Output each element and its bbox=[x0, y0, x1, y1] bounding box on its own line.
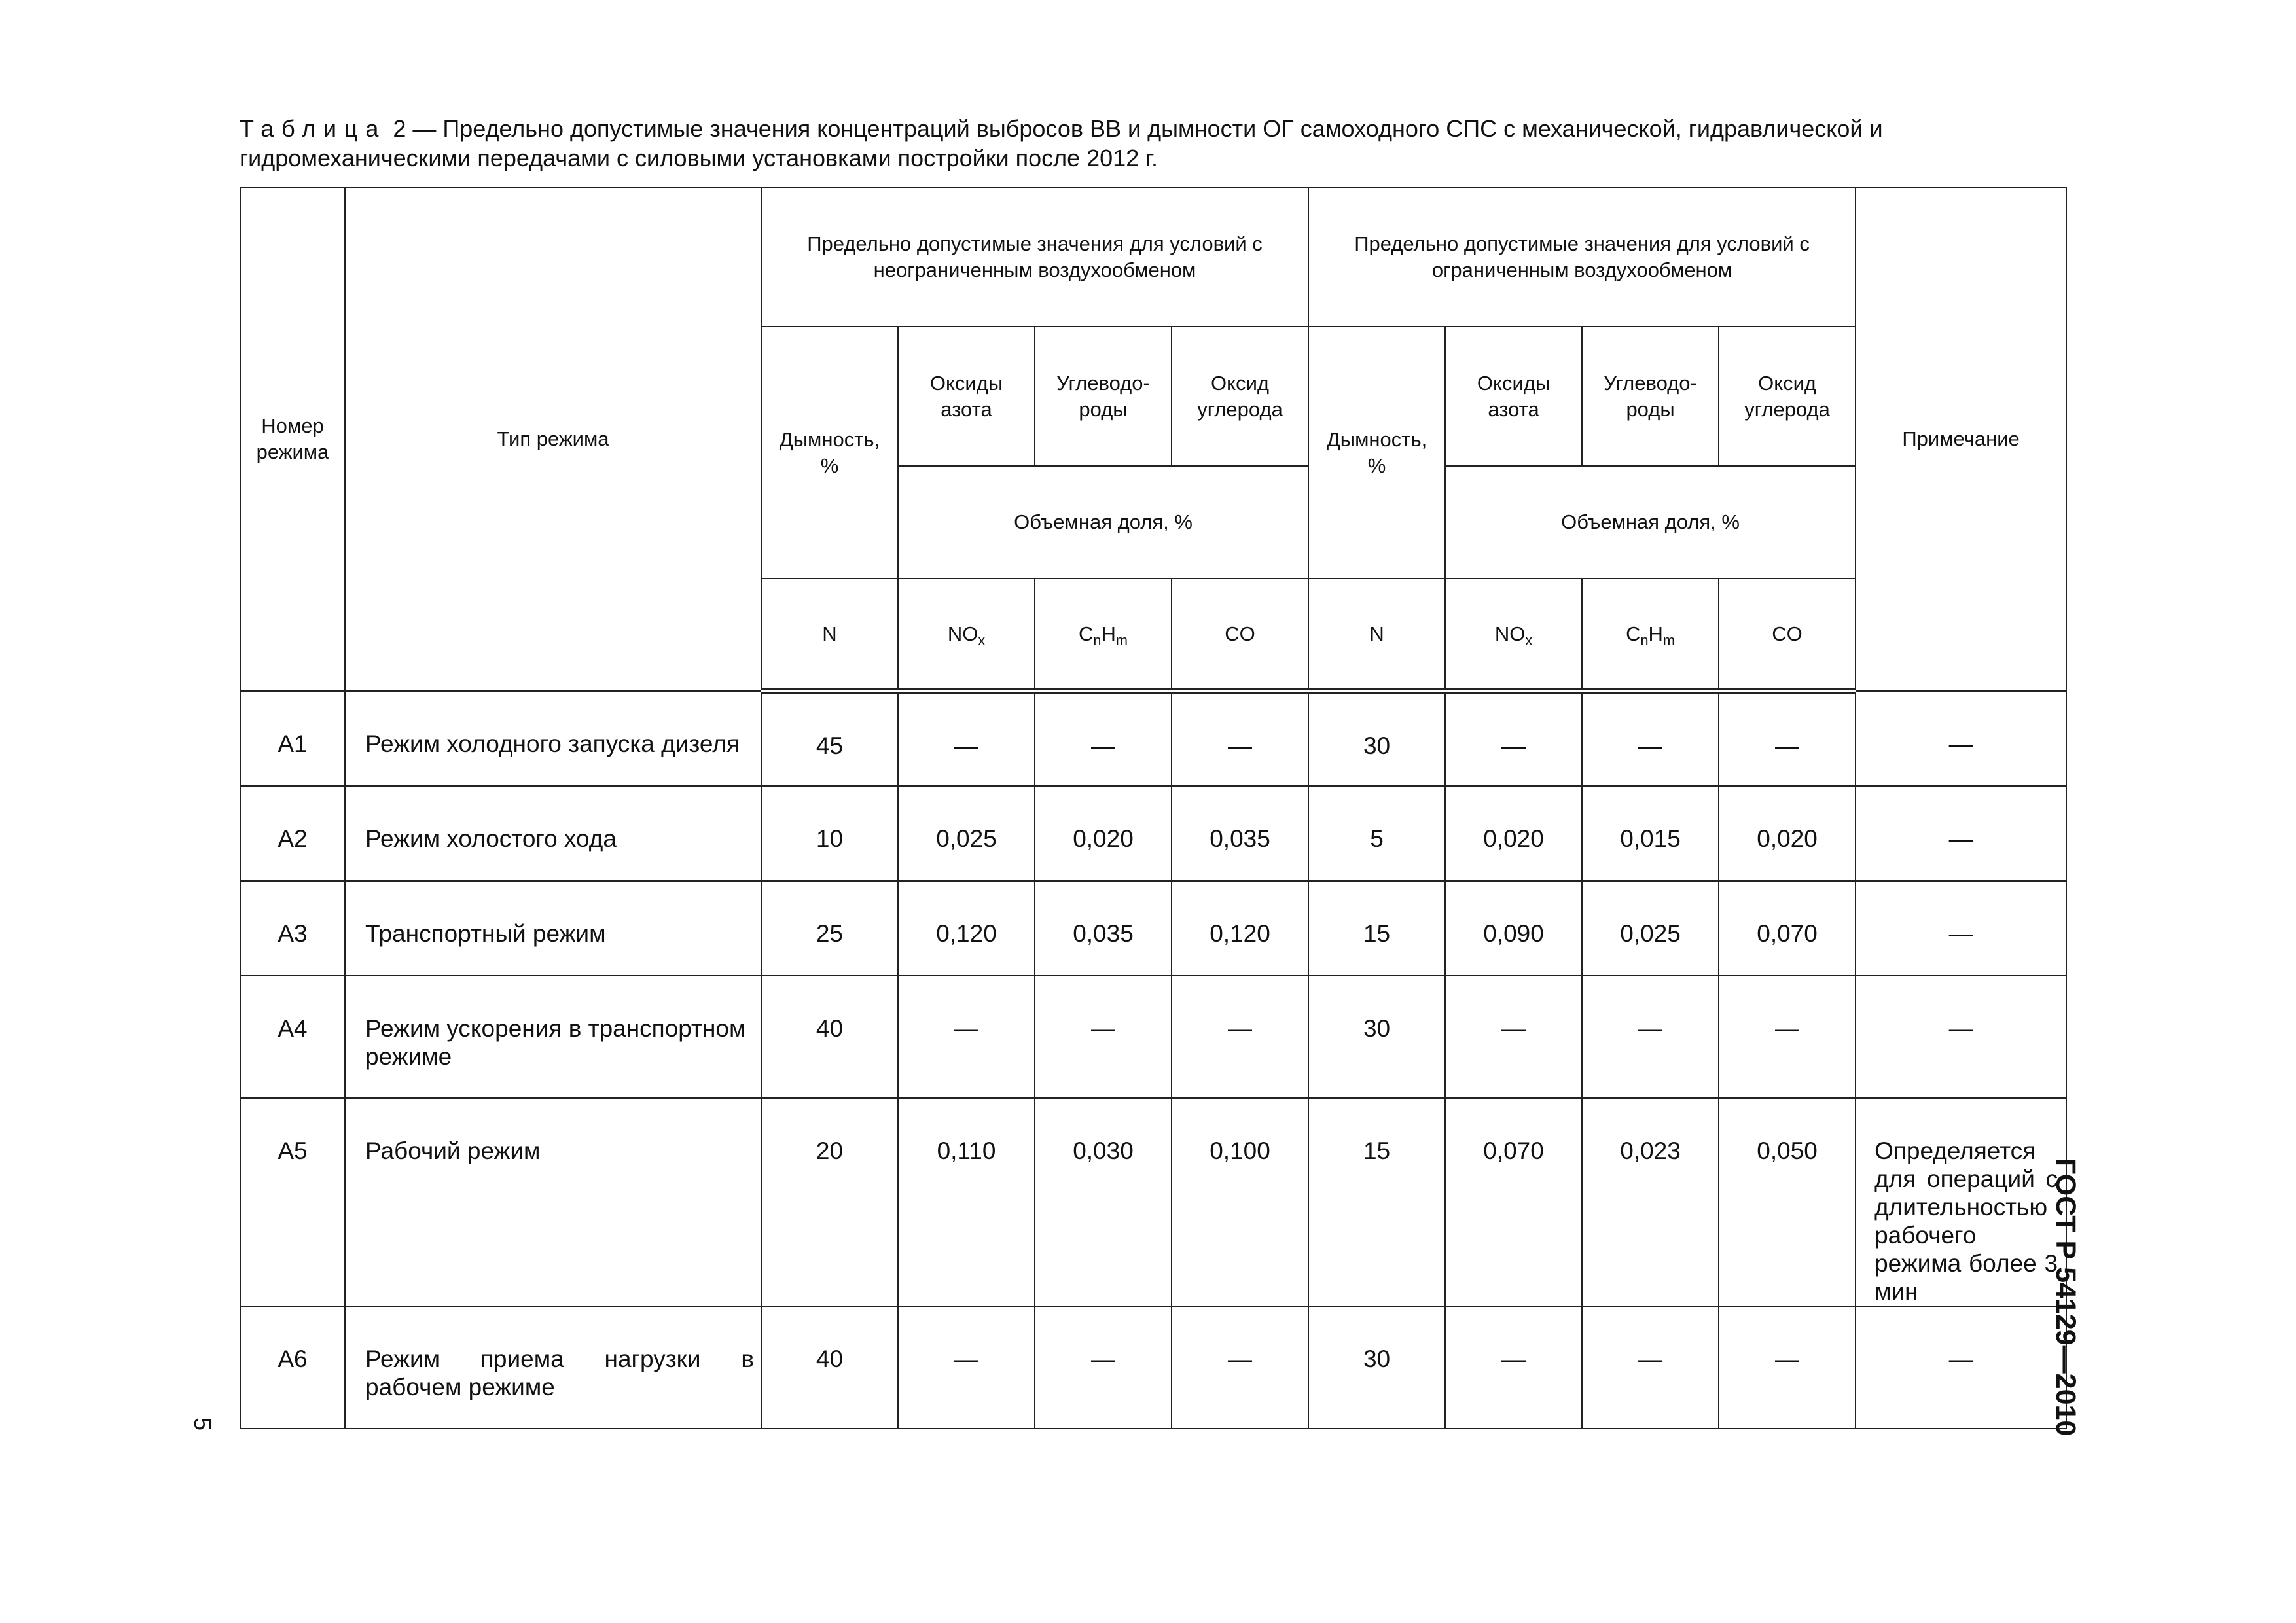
nox-unlimited: — bbox=[898, 1306, 1035, 1429]
mode-type: Режим приема нагрузки в рабочем режиме bbox=[345, 1306, 761, 1429]
table-row bbox=[240, 976, 2066, 1098]
emission-limits-table bbox=[240, 187, 2067, 1429]
header-limited-air-exchange: Предельно допустимые значения для условий с ограниченным воздухообменом bbox=[1308, 187, 1856, 327]
header-symbol-cnhm: $C_nH_m$ bbox=[1582, 579, 1719, 691]
co-limited: — bbox=[1719, 691, 1856, 786]
hc-limited: — bbox=[1582, 976, 1719, 1098]
nox-limited: 0,020 bbox=[1445, 786, 1582, 881]
smoke-unlimited: 40 bbox=[761, 1306, 898, 1429]
header-mode-type: Тип режима bbox=[345, 187, 761, 691]
table-row bbox=[240, 786, 2066, 881]
header-smoke-unlimited: Дымность, % bbox=[761, 327, 898, 579]
mode-type: Режим холостого хода bbox=[345, 786, 761, 881]
smoke-limited: 30 bbox=[1308, 976, 1445, 1098]
hc-unlimited: — bbox=[1035, 976, 1172, 1098]
nox-limited: — bbox=[1445, 1306, 1582, 1429]
co-unlimited: 0,035 bbox=[1172, 786, 1308, 881]
hc-unlimited: — bbox=[1035, 691, 1172, 786]
hc-limited: 0,025 bbox=[1582, 881, 1719, 976]
note: Определяется для операций с длительностью рабочего режима более 3 мин bbox=[1856, 1098, 2066, 1306]
header-volume-fraction-unlimited: Объемная доля, % bbox=[898, 466, 1308, 579]
smoke-unlimited: 40 bbox=[761, 976, 898, 1098]
smoke-unlimited: 25 bbox=[761, 881, 898, 976]
co-unlimited: — bbox=[1172, 691, 1308, 786]
header-unlimited-air-exchange: Предельно допустимые значения для условий с неограниченным воздухообменом bbox=[761, 187, 1308, 327]
note: — bbox=[1856, 976, 2066, 1098]
header-co-unlimited: Оксид углерода bbox=[1172, 327, 1308, 466]
co-unlimited: 0,120 bbox=[1172, 881, 1308, 976]
mode-id: А1 bbox=[240, 691, 345, 786]
header-smoke-limited: Дымность, % bbox=[1308, 327, 1445, 579]
nox-limited: 0,090 bbox=[1445, 881, 1582, 976]
note: — bbox=[1856, 1306, 2066, 1429]
mode-type: Режим холодного запуска дизеля bbox=[345, 691, 761, 786]
mode-id: А5 bbox=[240, 1098, 345, 1306]
smoke-limited: 30 bbox=[1308, 1306, 1445, 1429]
nox-limited: — bbox=[1445, 691, 1582, 786]
hc-unlimited: 0,020 bbox=[1035, 786, 1172, 881]
table-caption bbox=[240, 114, 2072, 173]
header-mode-number: Номер режима bbox=[240, 187, 345, 691]
mode-type: Рабочий режим bbox=[345, 1098, 761, 1306]
smoke-limited: 5 bbox=[1308, 786, 1445, 881]
co-unlimited: — bbox=[1172, 976, 1308, 1098]
header-hc-limited: Углеводо-роды bbox=[1582, 327, 1719, 466]
header-symbol-co: CO bbox=[1172, 579, 1308, 691]
nox-unlimited: — bbox=[898, 976, 1035, 1098]
smoke-limited: 15 bbox=[1308, 1098, 1445, 1306]
mode-type: Режим ускорения в транспортном режиме bbox=[345, 976, 761, 1098]
header-symbol-cnhm: $C_nH_m$ bbox=[1035, 579, 1172, 691]
mode-id: А2 bbox=[240, 786, 345, 881]
nox-limited: 0,070 bbox=[1445, 1098, 1582, 1306]
document-code: ГОСТ Р 54129—2010 bbox=[2050, 1158, 2081, 1436]
header-symbol-n: N bbox=[761, 579, 898, 691]
hc-unlimited: 0,030 bbox=[1035, 1098, 1172, 1306]
co-limited: 0,020 bbox=[1719, 786, 1856, 881]
co-unlimited: 0,100 bbox=[1172, 1098, 1308, 1306]
co-unlimited: — bbox=[1172, 1306, 1308, 1429]
hc-limited: 0,023 bbox=[1582, 1098, 1719, 1306]
table-row bbox=[240, 691, 2066, 786]
smoke-unlimited: 45 bbox=[761, 691, 898, 786]
header-symbol-co: CO bbox=[1719, 579, 1856, 691]
mode-type: Транспортный режим bbox=[345, 881, 761, 976]
mode-id: А3 bbox=[240, 881, 345, 976]
header-nox-unlimited: Оксиды азота bbox=[898, 327, 1035, 466]
nox-unlimited: 0,025 bbox=[898, 786, 1035, 881]
header-nox-limited: Оксиды азота bbox=[1445, 327, 1582, 466]
header-note: Примечание bbox=[1856, 187, 2066, 691]
hc-limited: 0,015 bbox=[1582, 786, 1719, 881]
smoke-unlimited: 10 bbox=[761, 786, 898, 881]
header-volume-fraction-limited: Объемная доля, % bbox=[1445, 466, 1856, 579]
table-row bbox=[240, 1098, 2066, 1306]
header-symbol-nox: $NO_x$ bbox=[1445, 579, 1582, 691]
note: — bbox=[1856, 786, 2066, 881]
hc-unlimited: 0,035 bbox=[1035, 881, 1172, 976]
note: — bbox=[1856, 691, 2066, 786]
co-limited: 0,050 bbox=[1719, 1098, 1856, 1306]
smoke-limited: 30 bbox=[1308, 691, 1445, 786]
header-symbol-n: N bbox=[1308, 579, 1445, 691]
co-limited: 0,070 bbox=[1719, 881, 1856, 976]
hc-limited: — bbox=[1582, 691, 1719, 786]
nox-unlimited: 0,120 bbox=[898, 881, 1035, 976]
co-limited: — bbox=[1719, 976, 1856, 1098]
nox-unlimited: 0,110 bbox=[898, 1098, 1035, 1306]
hc-limited: — bbox=[1582, 1306, 1719, 1429]
nox-limited: — bbox=[1445, 976, 1582, 1098]
note: — bbox=[1856, 881, 2066, 976]
header-co-limited: Оксид углерода bbox=[1719, 327, 1856, 466]
table-row bbox=[240, 881, 2066, 976]
smoke-unlimited: 20 bbox=[761, 1098, 898, 1306]
page-number: 5 bbox=[189, 1418, 216, 1431]
table-row bbox=[240, 1306, 2066, 1429]
nox-unlimited: — bbox=[898, 691, 1035, 786]
header-hc-unlimited: Углеводо-роды bbox=[1035, 327, 1172, 466]
mode-id: А6 bbox=[240, 1306, 345, 1429]
caption-label: Таблица bbox=[240, 115, 387, 142]
mode-id: А4 bbox=[240, 976, 345, 1098]
hc-unlimited: — bbox=[1035, 1306, 1172, 1429]
co-limited: — bbox=[1719, 1306, 1856, 1429]
smoke-limited: 15 bbox=[1308, 881, 1445, 976]
header-symbol-nox: $NO_x$ bbox=[898, 579, 1035, 691]
caption-text: 2 — Предельно допустимые значения концентраций выбросов ВВ и дымности ОГ самоходного СПС с механической, гидравлической и гидромеханическими передачами с силовыми установками постройки после 2012 г. bbox=[240, 115, 1883, 171]
